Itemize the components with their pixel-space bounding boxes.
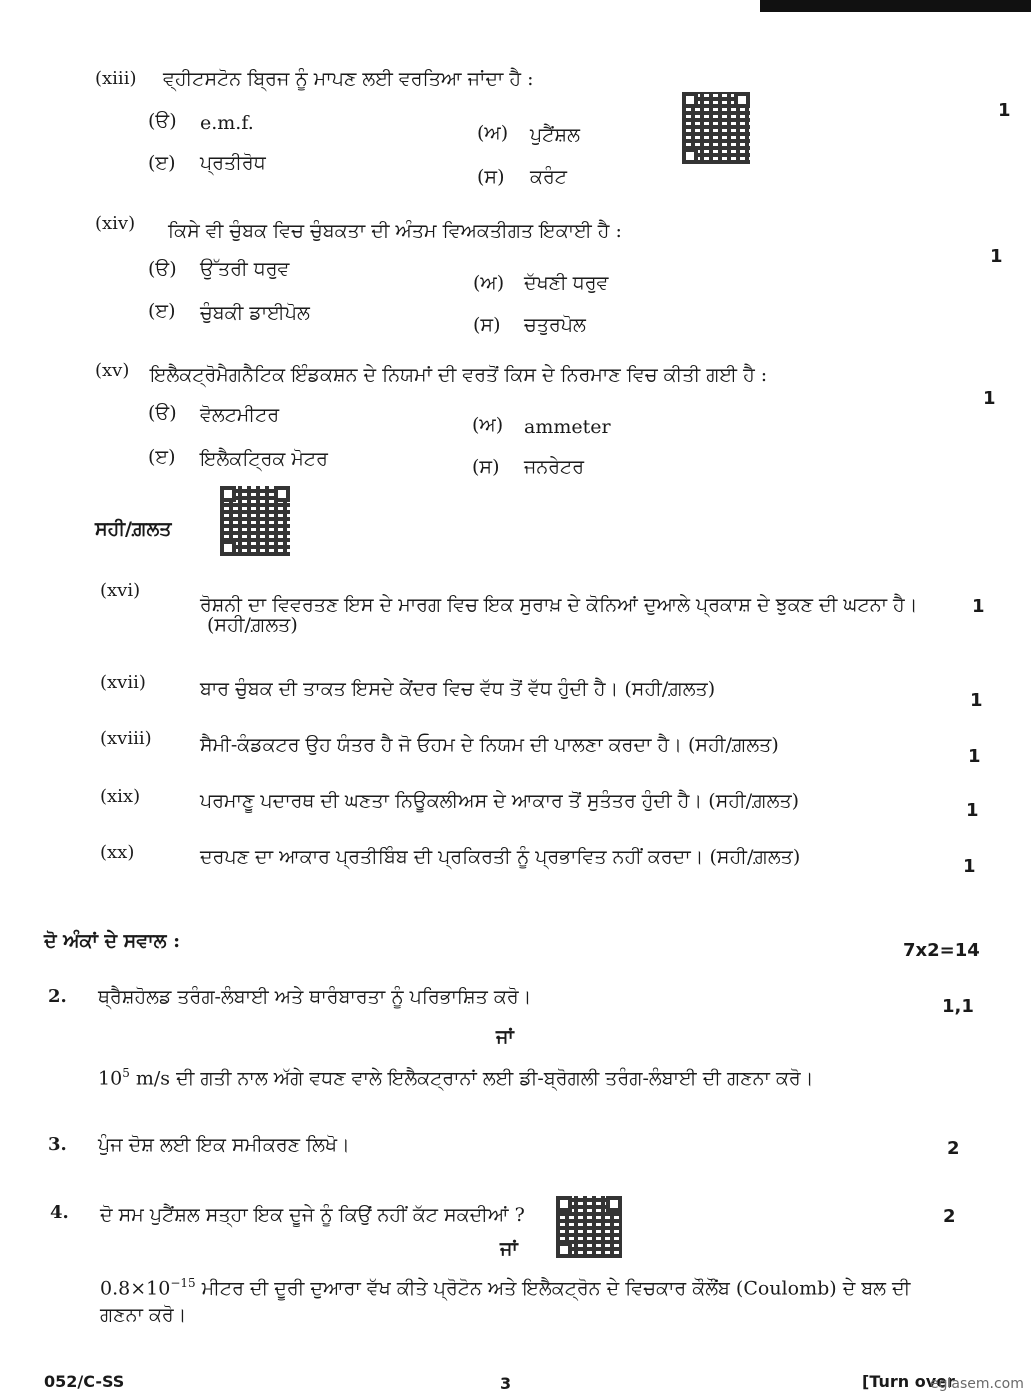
question-text: ਦੋ ਸਮ ਪੁਟੈਂਸ਼ਲ ਸਤ੍ਹਾ ਇਕ ਦੂਜੇ ਨੂੰ ਕਿਉਂ ਨਹੀਂ ਕੱਟ ਸਕਦੀਆਂ ?	[100, 1204, 525, 1226]
section-marks: 7x2=14	[903, 940, 980, 961]
option-text: ਵੋਲਟਮੀਟਰ	[200, 404, 280, 426]
scan-edge-bar	[760, 0, 1031, 12]
option-text: ਕਰੰਟ	[530, 166, 567, 188]
option-text: ਉੱਤਰੀ ਧਰੁਵ	[200, 258, 290, 280]
question-text: ਵ੍ਹੀਟਸਟੋਨ ਬ੍ਰਿਜ ਨੂੰ ਮਾਪਣ ਲਈ ਵਰਤਿਆ ਜਾਂਦਾ ਹੈ :	[163, 68, 534, 90]
option-text: ਇਲੈਕਟ੍ਰਿਕ ਮੋਟਰ	[200, 448, 328, 470]
watermark: eglasem.com	[930, 1376, 1024, 1392]
alt-text: m/s ਦੀ ਗਤੀ ਨਾਲ ਅੱਗੇ ਵਧਣ ਵਾਲੇ ਇਲੈਕਟ੍ਰਾਨਾਂ ਲਈ ਡੀ-ਬ੍ਰੋਗਲੀ ਤਰੰਗ-ਲੰਬਾਈ ਦੀ ਗਣਨਾ ਕਰੋ।	[129, 1067, 814, 1090]
option-text: ਚਤੁਰਪੋਲ	[524, 314, 586, 336]
question-number: (xiv)	[95, 213, 136, 234]
question-text: ਰੋਸ਼ਨੀ ਦਾ ਵਿਵਰਤਣ ਇਸ ਦੇ ਮਾਰਗ ਵਿਚ ਇਕ ਸੁਰਾਖ਼ ਦੇ ਕੋਨਿਆਂ ਦੁਆਲੇ ਪ੍ਰਕਾਸ਼ ਦੇ ਝੁਕਣ ਦੀ ਘਟਨਾ ਹੈ।	[200, 594, 918, 616]
option-label: (ਸ)	[472, 456, 500, 478]
qr-code-icon	[556, 1196, 622, 1258]
question-text-cont: (ਸਹੀ/ਗ਼ਲਤ)	[207, 614, 298, 636]
question-text: ਥ੍ਰੈਸ਼ਹੋਲਡ ਤਰੰਗ-ਲੰਬਾਈ ਅਤੇ ਥਾਰੰਬਾਰਤਾ ਨੂੰ ਪਰਿਭਾਸ਼ਿਤ ਕਰੋ।	[98, 986, 532, 1008]
question-number: (xix)	[100, 786, 141, 807]
question-number: (xiii)	[95, 68, 137, 89]
question-number: (xvii)	[100, 672, 146, 693]
option-label: (ਅ)	[477, 122, 509, 144]
option-label: (ਸ)	[473, 314, 501, 336]
question-text: ਸੈਮੀ-ਕੰਡਕਟਰ ਉਹ ਯੰਤਰ ਹੈ ਜੋ ਓਹਮ ਦੇ ਨਿਯਮ ਦੀ ਪਾਲਣਾ ਕਰਦਾ ਹੈ। (ਸਹੀ/ਗ਼ਲਤ)	[200, 734, 779, 756]
section-heading: ਸਹੀ/ਗ਼ਲਤ	[95, 518, 172, 540]
turn-over: [Turn over	[862, 1372, 955, 1391]
question-text: ਪਰਮਾਣੂ ਪਦਾਰਥ ਦੀ ਘਣਤਾ ਨਿਊਕਲੀਅਸ ਦੇ ਆਕਾਰ ਤੋਂ ਸੁਤੰਤਰ ਹੁੰਦੀ ਹੈ। (ਸਹੀ/ਗ਼ਲਤ)	[200, 790, 800, 812]
question-text: ਦਰਪਣ ਦਾ ਆਕਾਰ ਪ੍ਰਤੀਬਿੰਬ ਦੀ ਪ੍ਰਕਿਰਤੀ ਨੂੰ ਪ੍ਰਭਾਵਿਤ ਨਹੀਂ ਕਰਦਾ। (ਸਹੀ/ਗ਼ਲਤ)	[200, 846, 801, 868]
or-separator: ਜਾਂ	[496, 1026, 514, 1048]
option-label: (ਅ)	[473, 272, 505, 294]
option-label: (ੳ)	[148, 258, 177, 280]
question-number: 3.	[48, 1134, 67, 1155]
alternative-question	[100, 1276, 910, 1299]
marks: 1	[972, 596, 985, 617]
paper-code: 052/C-SS	[44, 1372, 125, 1391]
option-text: ਦੱਖਣੀ ਧਰੁਵ	[524, 272, 609, 294]
question-text: ਬਾਰ ਚੁੰਬਕ ਦੀ ਤਾਕਤ ਇਸਦੇ ਕੇਂਦਰ ਵਿਚ ਵੱਧ ਤੋਂ ਵੱਧ ਹੁੰਦੀ ਹੈ। (ਸਹੀ/ਗ਼ਲਤ)	[200, 678, 716, 700]
question-number: 4.	[50, 1202, 69, 1223]
question-number: 2.	[48, 986, 67, 1007]
option-text: e.m.f.	[200, 112, 254, 134]
question-text: ਪੁੰਜ ਦੋਸ਼ ਲਈ ਇਕ ਸਮੀਕਰਣ ਲਿਖੋ।	[98, 1134, 350, 1156]
alt-text: ਮੀਟਰ ਦੀ ਦੂਰੀ ਦੁਆਰਾ ਵੱਖ ਕੀਤੇ ਪ੍ਰੋਟੋਨ ਅਤੇ ਇਲੈਕਟ੍ਰੋਨ ਦੇ ਵਿਚਕਾਰ ਕੌਲੌਂਬ (Coulomb) ਦੇ ਬਲ ਦੀ	[195, 1277, 911, 1300]
marks: 2	[943, 1206, 956, 1227]
option-label: (ੲ)	[148, 446, 176, 468]
question-number: (xv)	[95, 360, 130, 381]
question-text: ਕਿਸੇ ਵੀ ਚੁੰਬਕ ਵਿਚ ਚੁੰਬਕਤਾ ਦੀ ਅੰਤਮ ਵਿਅਕਤੀਗਤ ਇਕਾਈ ਹੈ :	[168, 220, 622, 242]
marks: 1	[970, 690, 983, 711]
option-text: ਜਨਰੇਟਰ	[524, 456, 585, 478]
alternative-question	[98, 1066, 814, 1089]
alternative-question-cont: ਗਣਨਾ ਕਰੋ।	[100, 1304, 187, 1326]
alt-base: 10	[98, 1067, 123, 1090]
alt-pre: 0.8×10	[100, 1277, 171, 1300]
option-text: ਪੁਟੈਂਸ਼ਲ	[530, 124, 580, 146]
marks: 1	[983, 388, 996, 409]
question-number: (xviii)	[100, 728, 152, 749]
option-text: ammeter	[524, 416, 611, 438]
marks: 1	[998, 100, 1011, 121]
marks: 1	[990, 246, 1003, 267]
option-label: (ੳ)	[148, 402, 177, 424]
marks: 1	[963, 856, 976, 877]
marks: 1	[966, 800, 979, 821]
alt-exponent: 5	[122, 1066, 130, 1080]
option-label: (ਸ)	[477, 166, 505, 188]
option-label: (ੲ)	[148, 300, 176, 322]
option-text: ਚੁੰਬਕੀ ਡਾਈਪੋਲ	[200, 302, 310, 324]
or-separator: ਜਾਂ	[500, 1238, 518, 1260]
qr-code-icon	[682, 92, 750, 164]
option-label: (ੲ)	[148, 152, 176, 174]
option-label: (ੳ)	[148, 110, 177, 132]
qr-code-icon	[220, 486, 290, 556]
question-number: (xvi)	[100, 580, 141, 601]
section-heading: ਦੋ ਅੰਕਾਂ ਦੇ ਸਵਾਲ :	[44, 930, 181, 952]
alt-exponent: −15	[170, 1276, 196, 1290]
marks: 2	[947, 1138, 960, 1159]
page-number: 3	[500, 1374, 512, 1393]
question-number: (xx)	[100, 842, 135, 863]
option-label: (ਅ)	[472, 414, 504, 436]
marks: 1	[968, 746, 981, 767]
question-text: ਇਲੈਕਟ੍ਰੋਮੈਗਨੈਟਿਕ ਇੰਡਕਸ਼ਨ ਦੇ ਨਿਯਮਾਂ ਦੀ ਵਰਤੋਂ ਕਿਸ ਦੇ ਨਿਰਮਾਣ ਵਿਚ ਕੀਤੀ ਗਈ ਹੈ :	[150, 364, 768, 386]
marks: 1,1	[942, 996, 974, 1017]
option-text: ਪ੍ਰਤੀਰੋਧ	[200, 152, 266, 174]
